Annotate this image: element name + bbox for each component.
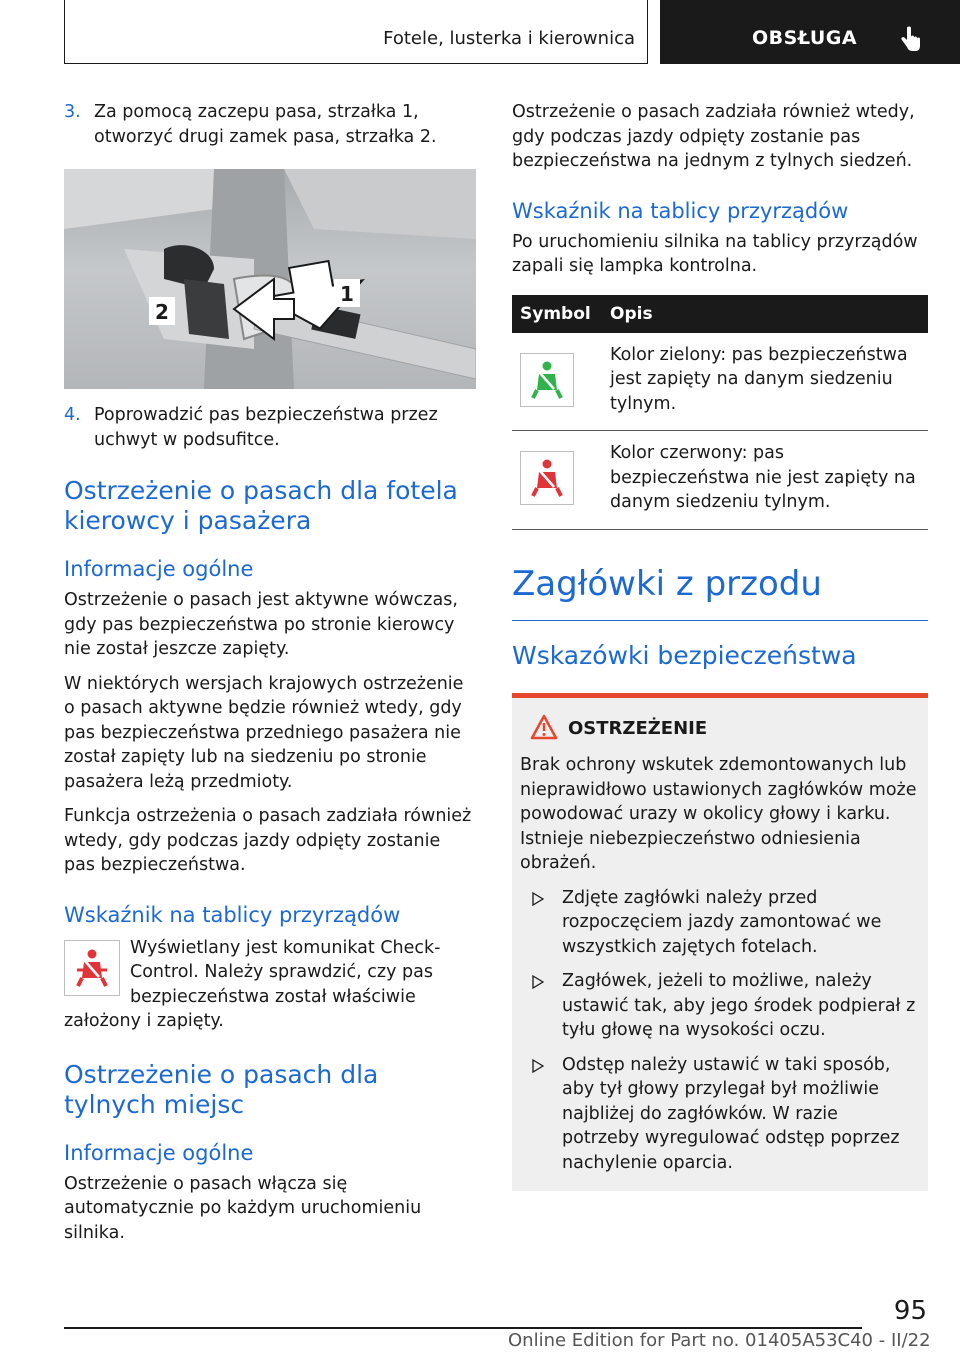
heading-driver-seatbelt-warning: Ostrzeżenie o pasach dla fotela kierowcy i pasażera: [64, 476, 458, 535]
list-item: Odstęp należy ustawić w taki sposób, aby tył głowy przylegał był możliwie najbliżej do zagłówków. W razie potrzeby wyregulować odstęp poprzez nachylenie oparcia.: [520, 1053, 920, 1176]
heading-indicator-1: Wskaźnik na tablicy przyrządów: [64, 902, 401, 927]
warning-triangle-icon: [530, 714, 558, 740]
list-item: Zagłówek, jeżeli to możliwe, należy ustawić tak, aby jego środek podpierał z tyłu głowę na wysokości oczu.: [520, 969, 920, 1043]
page-number: 95: [893, 1296, 927, 1326]
paragraph-2: W niektórych wersjach krajowych ostrzeżenie o pasach aktywne będzie również wtedy, gdy pas bezpieczeństwa przedniego pasażera nie został zapięty lub na siedzeniu po stronie pasażera leżą przedmioty.: [64, 673, 464, 792]
step-3-text: Za pomocą zaczepu pasa, strzałka 1, otworzyć drugi zamek pasa, strzałka 2.: [94, 102, 437, 147]
header-chapter-title: OBSŁUGA: [752, 27, 858, 49]
header-section-title: Fotele, lusterka i kierownica: [383, 28, 635, 49]
footer-rule: [64, 1327, 862, 1329]
paragraph-4: Wyświetlany jest komunikat Check-Control. Należy sprawdzić, czy pas bezpieczeństwa został właściwie założony i zapięty.: [64, 937, 441, 1031]
bullet-triangle-icon: [532, 892, 544, 906]
step-4-number: 4.: [64, 405, 81, 425]
step-4-text: Poprowadzić pas bezpieczeństwa przez uchwyt w podsufitce.: [94, 405, 438, 450]
pointing-hand-icon: [898, 26, 922, 54]
bullet-triangle-icon: [532, 1059, 544, 1073]
table-header-description: Opis: [602, 295, 928, 333]
left-column: [64, 100, 476, 1245]
photo-label-2: 2: [155, 300, 169, 324]
table-row: [512, 431, 928, 530]
indicator-block-1: [64, 936, 476, 1034]
seatbelt-red-icon: [520, 451, 574, 505]
heading-general-info-2: Informacje ogólne: [64, 1140, 254, 1165]
heading-front-headrests: Zagłówki z przodu: [512, 563, 822, 604]
step-3-number: 3.: [64, 102, 81, 122]
paragraph-3: Funkcja ostrzeżenia o pasach zadziała również wtedy, gdy podczas jazdy odpięty zostanie pas bezpieczeństwa.: [64, 806, 472, 875]
heading-safety-notes: Wskazówki bezpieczeństwa: [512, 641, 857, 670]
step-4: [64, 403, 476, 452]
heading-rule: [512, 620, 928, 622]
symbol-table: [512, 295, 928, 530]
paragraph-5: Ostrzeżenie o pasach włącza się automatycznie po każdym uruchomieniu silnika.: [64, 1173, 422, 1243]
header-section-box: [64, 0, 648, 64]
table-cell-red: Kolor czerwony: pas bezpieczeństwa nie jest zapięty na danym siedzeniu tylnym.: [602, 431, 928, 530]
heading-rear-seatbelt-warning: Ostrzeżenie o pasach dla tylnych miejsc: [64, 1059, 379, 1119]
footer-edition-text: Online Edition for Part no. 01405A53C40 - II/22: [508, 1330, 931, 1351]
bullet-triangle-icon: [532, 975, 544, 989]
photo-label-1: 1: [340, 282, 354, 306]
seatbelt-green-icon: [520, 353, 574, 407]
header-chapter-box: [660, 0, 960, 64]
paragraph-1: Ostrzeżenie o pasach jest aktywne wówczas, gdy pas bezpieczeństwa po stronie kierowcy nie został jeszcze zapięty.: [64, 590, 458, 659]
table-header-symbol: Symbol: [512, 295, 602, 333]
right-column: [512, 100, 928, 1191]
list-item: Zdjęte zagłówki należy przed rozpoczęciem jazdy zamontować we wszystkich zajętych fotelach.: [520, 886, 920, 960]
warning-text: Brak ochrony wskutek zdemontowanych lub nieprawidłowo ustawionych zagłówków może powodować urazy w okolicy głowy i karku. Istnieje niebezpieczeństwo odniesienia obrażeń.: [520, 755, 917, 873]
heading-general-info-1: Informacje ogólne: [64, 557, 254, 581]
warning-box: [512, 693, 928, 1191]
seatbelt-buckle-photo: [64, 169, 476, 389]
paragraph-7: Po uruchomieniu silnika na tablicy przyrządów zapali się lampka kontrolna.: [512, 231, 918, 276]
table-cell-green: Kolor zielony: pas bezpieczeństwa jest zapięty na danym siedzeniu tylnym.: [602, 333, 928, 431]
table-row: [512, 333, 928, 431]
warning-title: OSTRZEŻENIE: [568, 718, 708, 739]
heading-indicator-2: Wskaźnik na tablicy przyrządów: [512, 198, 849, 223]
step-3: [64, 100, 476, 149]
seatbelt-red-icon: [64, 940, 120, 996]
paragraph-6: Ostrzeżenie o pasach zadziała również wtedy, gdy podczas jazdy odpięty zostanie pas bezpieczeństwa na jednym z tylnych siedzeń.: [512, 102, 915, 171]
